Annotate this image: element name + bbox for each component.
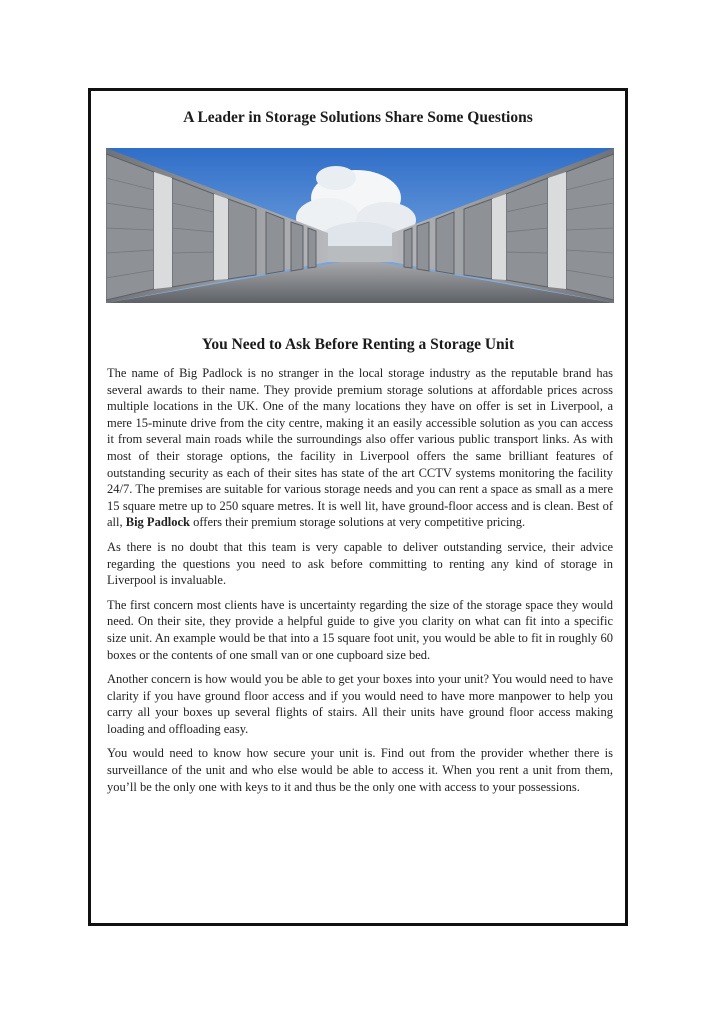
paragraph-5: You would need to know how secure your unit is. Find out from the provider whether there is surveillance of the unit and who else would be able to access it. When you rent a unit from them, you’ll be the only one with keys to it and thus be the only one with access to your possessions. [107,746,613,794]
document-title: A Leader in Storage Solutions Share Some Questions [183,109,533,126]
storage-units-photo [106,148,614,303]
brand-name: Big Padlock [125,515,190,530]
paragraph-4: Another concern is how would you be able to get your boxes into your unit? You would need to have clarity if you have ground floor access and if you would need to have more manpower to help you carry all your boxes up several flights of stairs. All their units have ground floor access making loading and offloading easy. [107,672,613,736]
paragraph-1-text: The name of Big Padlock is no stranger in the local storage industry as the reputable brand has several awards to their name. They provide premium storage solutions at affordable prices across multiple locations in the UK. One of the many locations they have on offer is set in Liverpool, a mere 15-minute drive from the city centre, making it an easily accessible solution as you can access it from several main roads while the surroundings also offer various public transport links. As with most of their storage options, the facility in Liverpool offers the same brilliant features of outstanding security as each of their sites has state of the art CCTV systems monitoring the facility 24/7. The premises are suitable for various storage needs and you can rent a space as small as a mere 15 square metre up to 250 square metres. It is well lit, have ground-floor access and is clean. Best of all, [107,366,613,530]
document-frame [88,88,628,926]
paragraph-1 [107,365,613,531]
paragraph-1-text-end: offers their premium storage solutions at very competitive pricing. [190,515,526,530]
paragraph-3: The first concern most clients have is uncertainty regarding the size of the storage space they would need. On their site, they provide a helpful guide to give you clarity on what can fit into a specific size unit. An example would be that into a 15 square foot unit, you would be able to fit in roughly 60 boxes or the contents of one small van or one cupboard size bed. [107,597,613,662]
article-body [107,365,613,803]
document-subtitle: You Need to Ask Before Renting a Storage Unit [201,336,515,353]
paragraph-2: As there is no doubt that this team is very capable to deliver outstanding service, their advice regarding the questions you need to ask before committing to renting any kind of storage in Liverpool is invaluable. [107,539,613,588]
